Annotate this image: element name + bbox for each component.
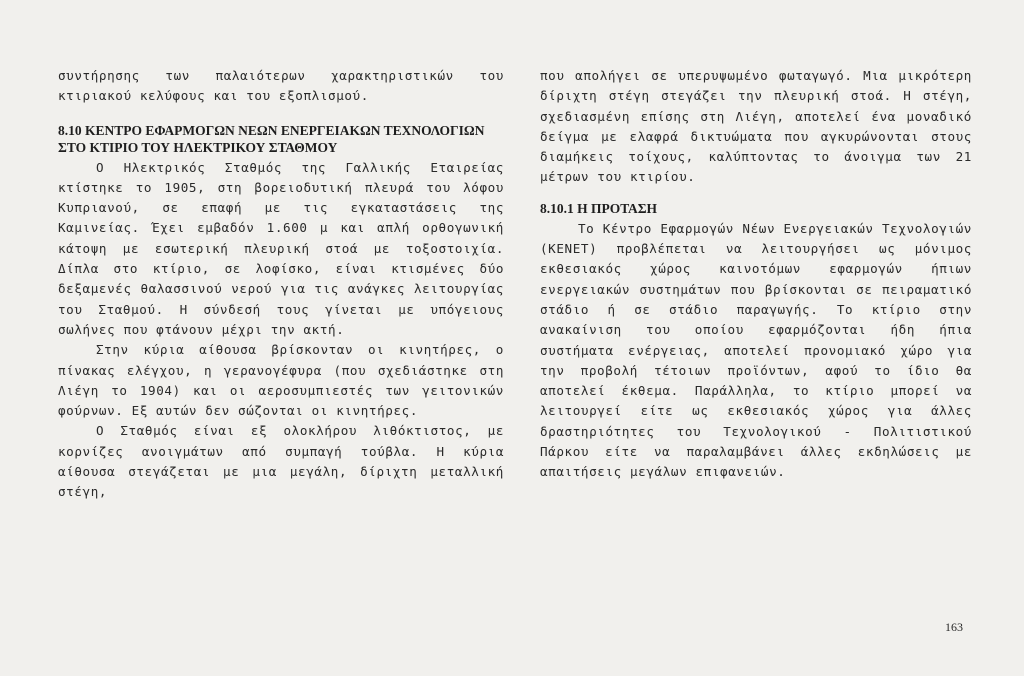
proposal-paragraph: Το Κέντρο Εφαρμογών Νέων Ενεργειακών Τεχνολογιών (ΚΕΝΕΤ) προβλέπεται να λειτουργήσει ως μόνιμος εκθεσιακός χώρος καινοτόμων εφαρμογών ήπιων ενεργειακών συστημάτων που βρίσκονται σε πειραματικό στάδιο ή σε στάδιο παραγωγής. Το κτίριο στην ανακαίνιση του οποίου εφαρμόζονται ήδη ήπια συστήματα ενέργειας, αποτελεί προνομιακό χώρο για την προβολή τέτοιων προϊόντων, αφού το ίδιο θα αποτελεί έκθεμα. Παράλληλα, το κτίριο μπορεί να λειτουργεί είτε ως εκθεσιακός χώρος για άλλες δραστηριότητες του Τεχνολογικού - Πολιτιστικού Πάρκου είτε να παραλαμβάνει άλλες εκδηλώσεις με απαιτήσεις μεγάλων επιφανειών. xyxy=(540,220,972,480)
section-heading-8-10-1: 8.10.1 Η ΠΡΟΤΑΣΗ xyxy=(540,200,658,216)
roof-paragraph: που απολήγει σε υπερυψωμένο φωταγωγό. Μια μικρότερη δίριχτη στέγη στεγάζει την πλευρική στοά. Η στέγη, σχεδιασμένη επίσης στη Λιέγη, αποτελεί ένα μοναδικό δείγμα με ελαφρά δικτυώματα που αγκυρώνονται στους διαμήκεις τοίχους, καλύπτοντας το άνοιγμα των 21 μέτρων του κτιρίου. xyxy=(540,68,972,185)
section-heading-8-10: 8.10 ΚΕΝΤΡΟ ΕΦΑΡΜΟΓΩΝ ΝΕΩΝ ΕΝΕΡΓΕΙΑΚΩΝ ΤΕΧΝΟΛΟΓΙΩΝ ΣΤΟ ΚΤΙΡΙΟ ΤΟΥ ΗΛΕΚΤΡΙΚΟΥ ΣΤΑΘΜΟΥ xyxy=(58,122,485,155)
power-station-paragraph: Ο Ηλεκτρικός Σταθμός της Γαλλικής Εταιρείας κτίστηκε το 1905, στη βορειοδυτική πλευρά του λόφου Κυπριανού, σε επαφή με τις εγκαταστάσεις της Καμινείας. Έχει εμβαδόν 1.600 μ και απλή ορθογωνική κάτοψη με εσωτερική πλευρική στοά με τοξοστοιχία. Δίπλα στο κτίριο, σε λοφίσκο, είναι κτισμένες δύο δεξαμενές θαλασσινού νερού για τις ανάγκες λειτουργίας του Σταθμού. Η σύνδεσή τους γίνεται με υπόγειους σωλήνες που φτάνουν μέχρι την ακτή. xyxy=(58,159,504,337)
left-intro-paragraph: συντήρησης των παλαιότερων χαρακτηριστικών του κτιριακού κελύφους και του εξοπλισμού. xyxy=(58,68,504,104)
main-hall-paragraph: Στην κύρια αίθουσα βρίσκονταν οι κινητήρες, ο πίνακας ελέγχου, η γερανογέφυρα (που σχεδιάστηκε στη Λιέγη το 1904) και οι αεροσυμπιεστές των γειτονικών φούρνων. Εξ αυτών δεν σώζονται οι κινητήρες. xyxy=(58,342,504,419)
construction-paragraph: Ο Σταθμός είναι εξ ολοκλήρου λιθόκτιστος, με κορνίζες ανοιγμάτων από συμπαγή τούβλα. Η κύρια αίθουσα στεγάζεται με μια μεγάλη, δίριχτη μεταλλική στέγη, xyxy=(58,423,504,500)
right-column xyxy=(540,66,972,483)
left-column xyxy=(58,66,504,503)
page-number: 163 xyxy=(945,620,963,634)
